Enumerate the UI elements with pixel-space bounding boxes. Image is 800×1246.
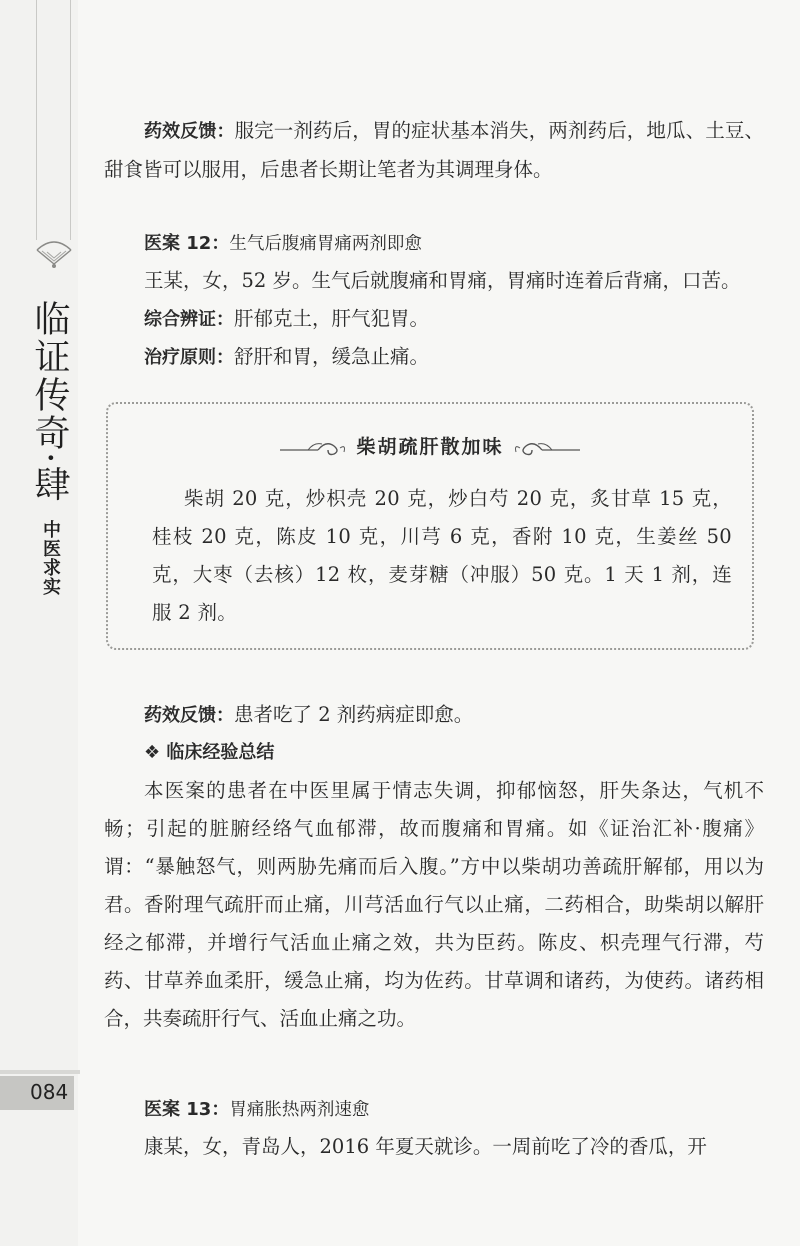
diagnosis-text: 肝郁克土，肝气犯胃。 <box>234 307 430 330</box>
left-margin <box>0 0 78 1246</box>
feedback-text: 患者吃了 2 剂药病症即愈。 <box>234 703 474 726</box>
case-title: 胃痛胀热两剂速愈 <box>229 1100 370 1120</box>
margin-rule <box>70 0 71 240</box>
case-title: 生气后腹痛胃痛两剂即愈 <box>229 234 422 254</box>
case-label: 医案 12： <box>144 233 230 254</box>
feedback-label: 药效反馈： <box>144 705 234 726</box>
case-description: 康某，女，青岛人，2016 年夏天就诊。一周前吃了冷的香瓜，开 <box>144 1135 707 1158</box>
feedback-text: 服完一剂药后，胃的症状基本消失，两剂药后，地瓜、土豆、甜食皆可以服用，后患者长期让笔者为其调理身体。 <box>104 119 764 181</box>
feedback-paragraph <box>104 696 764 735</box>
case-description: 王某，女，52 岁。生气后就腹痛和胃痛，胃痛时连着后背痛，口苦。 <box>144 269 741 292</box>
feedback-paragraph <box>104 112 764 189</box>
principle-label: 治疗原则： <box>144 347 234 368</box>
feedback-label: 药效反馈： <box>144 121 235 142</box>
summary-text: 本医案的患者在中医里属于情志失调，抑郁恼怒，肝失条达，气机不畅；引起的脏腑经络气血郁滞，故而腹痛和胃痛。如《证治汇补·腹痛》谓：“暴触怒气，则两胁先痛而后入腹。”方中以柴胡功善疏肝解郁，用以为君。香附理气疏肝而止痛，川芎活血行气以止痛，二药相合，助柴胡以解肝经之郁滞，并增行气活血止痛之效，共为臣药。陈皮、枳壳理气行滞，芍药、甘草养血柔肝，缓急止痛，均为佐药。甘草调和诸药，为使药。诸药相合，共奏疏肝行气、活血止痛之功。 <box>104 779 764 1030</box>
page-number: 084 <box>30 1080 69 1104</box>
book-title: 临证传奇·肆 <box>29 300 70 504</box>
diagnosis-label: 综合辨证： <box>144 309 234 330</box>
case-heading <box>104 1090 764 1129</box>
fan-ornament-icon <box>33 232 75 276</box>
right-swirl-ornament-icon <box>512 438 582 458</box>
book-subtitle: 中医求实 <box>40 520 61 596</box>
case-label: 医案 13： <box>144 1099 230 1120</box>
summary-heading: ❖ 临床经验总结 <box>144 742 275 763</box>
principle-text: 舒肝和胃，缓急止痛。 <box>234 345 430 368</box>
diagnosis-line <box>104 300 764 339</box>
recipe-title: 柴胡疏肝散加味 <box>356 436 504 458</box>
principle-line <box>104 338 764 377</box>
recipe-title-row <box>108 432 752 459</box>
case-heading <box>104 224 764 263</box>
page-tab-edge <box>0 1070 80 1074</box>
left-swirl-ornament-icon <box>278 438 348 458</box>
recipe-box <box>106 402 754 650</box>
margin-rule <box>36 0 37 240</box>
recipe-body: 柴胡 20 克，炒枳壳 20 克，炒白芍 20 克，炙甘草 15 克，桂枝 20 克，陈皮 10 克，川芎 6 克，香附 10 克，生姜丝 50 克，大枣（去核）12 枚，麦芽糖（冲服）50 克。1 天 1 剂，连服 2 剂。 <box>152 487 732 624</box>
